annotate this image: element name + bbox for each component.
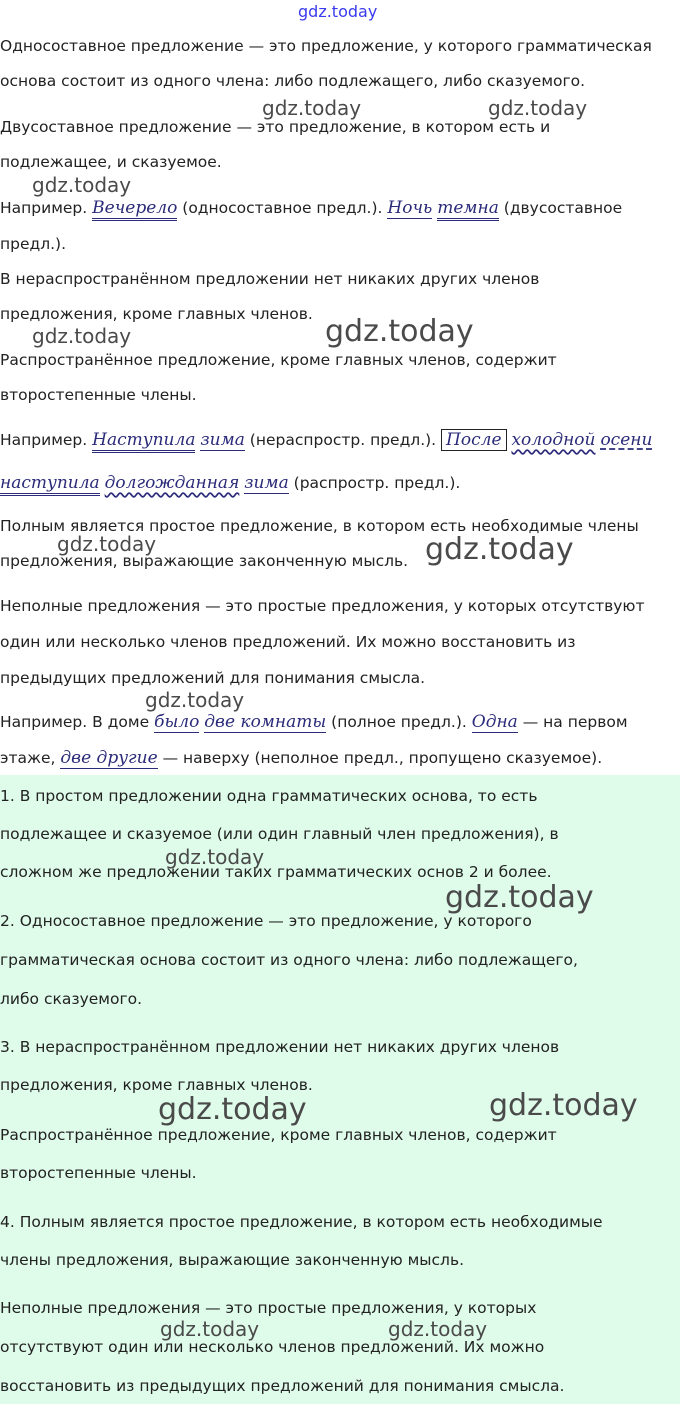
def-full-line-1: Полным является простое предложение, в котором есть необходимые члены [0, 517, 639, 535]
handwritten-attribute: холодной [511, 430, 596, 450]
watermark: gdz.today [165, 845, 265, 869]
example-2-line-2 [0, 465, 460, 501]
handwritten-object: осени [600, 430, 653, 450]
answer-4-line-1: 4. Полным является простое предложение, в котором есть необходимые [0, 1213, 603, 1231]
answer-4-line-4: отсутствуют один или несколько членов предложений. Их можно [0, 1338, 545, 1356]
example-note: (односоставное предл.). [182, 199, 383, 217]
def-two-part-line-2: подлежащее, и сказуемое. [0, 153, 222, 171]
def-one-part-line-1: Односоставное предложение — это предложение, у которого грамматическая [0, 37, 652, 55]
example-prefix: Например. [0, 431, 88, 449]
watermark: gdz.today [57, 532, 157, 556]
answer-1-line-2: подлежащее и сказуемое (или один главный член предложения), в [0, 825, 559, 843]
watermark: gdz.today [262, 96, 362, 120]
watermark: gdz.today [388, 1317, 488, 1341]
def-full-line-2: предложения, выражающие законченную мысль. [0, 552, 409, 570]
handwritten-predicate: Наступила [92, 430, 195, 453]
handwritten-attribute: долгожданная [104, 473, 240, 493]
def-extended-line-1: Распространённое предложение, кроме главных членов, содержит [0, 351, 557, 369]
watermark: gdz.today [325, 314, 474, 349]
def-unextended-line-1: В нераспространённом предложении нет никаких других членов [0, 270, 540, 288]
example-note: (двусоставное [503, 199, 623, 217]
example-1-line-1 [0, 190, 622, 226]
def-one-part-line-2: основа состоит из одного члена: либо подлежащего, либо сказуемого. [0, 72, 586, 90]
answer-3-line-2: предложения, кроме главных членов. [0, 1076, 313, 1094]
answer-4-line-3: Неполные предложения — это простые предложения, у которых [0, 1299, 537, 1317]
answer-1-line-3: сложном же предложении таких грамматических основ 2 и более. [0, 863, 552, 881]
handwritten-subject: Одна [471, 712, 518, 732]
example-1-line-2: предл.). [0, 235, 67, 253]
handwritten-subject: Ночь [387, 198, 433, 218]
example-prefix: Например. [0, 199, 88, 217]
watermark: gdz.today [445, 880, 594, 915]
example-note: (полное предл.). [331, 713, 467, 731]
handwritten-subject: зима [244, 473, 289, 493]
def-incomplete-line-3: предыдущих предложений для понимания смысла. [0, 669, 426, 687]
example-note: (нераспростр. предл.). [249, 431, 437, 449]
watermark: gdz.today [158, 1092, 307, 1127]
header-watermark: gdz.today [298, 2, 378, 21]
example-text: этаже, [0, 749, 56, 767]
example-note: (распростр. предл.). [293, 474, 461, 492]
handwritten-predicate: темна [437, 198, 499, 221]
answer-2-line-1: 2. Односоставное предложение — это предложение, у которого [0, 912, 532, 930]
example-3-line-2 [0, 740, 602, 776]
def-incomplete-line-1: Неполные предложения — это простые предложения, у которых отсутствуют [0, 597, 645, 615]
example-text: — на первом [522, 713, 628, 731]
def-unextended-line-2: предложения, кроме главных членов. [0, 305, 313, 323]
def-incomplete-line-2: один или несколько членов предложений. Их можно восстановить из [0, 633, 576, 651]
handwritten-subject: зима [200, 430, 245, 450]
watermark: gdz.today [425, 532, 574, 567]
handwritten-subject: две другие [60, 748, 158, 768]
answer-3-line-1: 3. В нераспространённом предложении нет никаких других членов [0, 1038, 560, 1056]
handwritten-subject: две комнаты [204, 712, 327, 732]
handwritten-predicate: Вечерело [92, 198, 177, 221]
answer-3-line-4: второстепенные члены. [0, 1164, 197, 1182]
example-prefix: Например. В доме [0, 713, 150, 731]
handwritten-predicate: было [154, 712, 200, 732]
def-extended-line-2: второстепенные члены. [0, 386, 197, 404]
handwritten-adverbial-boxed: После [441, 429, 506, 451]
watermark: gdz.today [160, 1317, 260, 1341]
watermark: gdz.today [488, 96, 588, 120]
answer-2-line-2: грамматическая основа состоит из одного члена: либо подлежащего, [0, 951, 578, 969]
handwritten-predicate: наступила [0, 473, 100, 496]
answer-4-line-5: восстановить из предыдущих предложений для понимания смысла. [0, 1377, 565, 1395]
watermark: gdz.today [145, 688, 245, 712]
example-3-line-1 [0, 704, 628, 740]
example-text: — наверху (неполное предл., пропущено сказуемое). [162, 749, 603, 767]
answer-4-line-2: члены предложения, выражающие законченную мысль. [0, 1251, 465, 1269]
def-two-part-line-1: Двусоставное предложение — это предложение, в котором есть и [0, 118, 551, 136]
answer-2-line-3: либо сказуемого. [0, 990, 143, 1008]
answer-1-line-1: 1. В простом предложении одна грамматических основа, то есть [0, 787, 538, 805]
watermark: gdz.today [32, 173, 132, 197]
example-2-line-1 [0, 422, 652, 458]
watermark: gdz.today [489, 1088, 638, 1123]
answer-3-line-3: Распространённое предложение, кроме главных членов, содержит [0, 1126, 557, 1144]
watermark: gdz.today [32, 324, 132, 348]
